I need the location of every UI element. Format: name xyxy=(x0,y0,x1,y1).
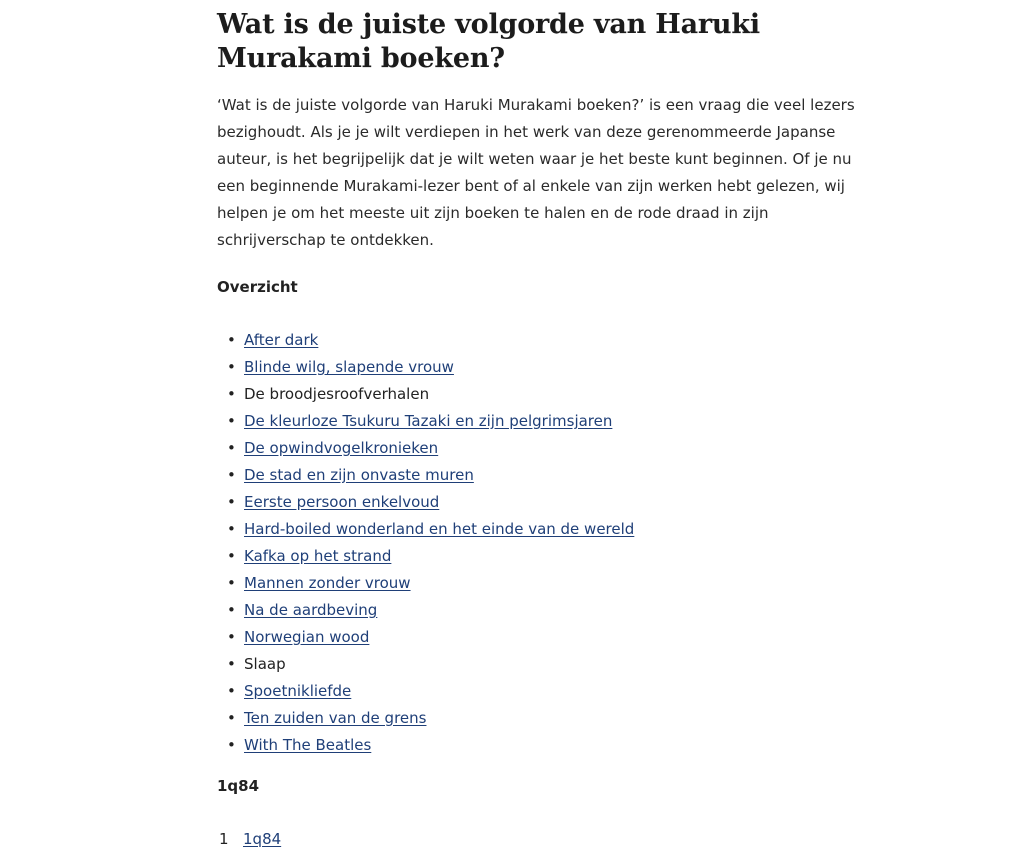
book-link-spoetnikliefde[interactable]: Spoetnikliefde xyxy=(244,682,352,700)
list-item xyxy=(227,408,634,435)
page-title: Wat is de juiste volgorde van Haruki Murakami boeken? xyxy=(217,9,760,74)
list-item xyxy=(227,435,634,462)
list-item xyxy=(227,543,634,570)
list-item xyxy=(227,651,634,678)
book-section-heading: 1q84 xyxy=(217,777,260,795)
book-title-slaap: Slaap xyxy=(244,655,286,673)
book-link-opwindvogelkronieken[interactable]: De opwindvogelkronieken xyxy=(244,439,439,457)
list-item xyxy=(227,516,634,543)
list-item xyxy=(227,381,634,408)
book-link-blinde-wilg[interactable]: Blinde wilg, slapende vrouw xyxy=(244,358,454,376)
list-item xyxy=(227,462,634,489)
list-item xyxy=(227,597,634,624)
book-link-after-dark[interactable]: After dark xyxy=(244,331,319,349)
list-item xyxy=(227,705,634,732)
book-link-ten-zuiden-van-de-grens[interactable]: Ten zuiden van de grens xyxy=(244,709,427,727)
book-link-with-the-beatles[interactable]: With The Beatles xyxy=(244,736,372,754)
list-item-number: 1 xyxy=(219,830,229,848)
book-link-stad-onvaste-muren[interactable]: De stad en zijn onvaste muren xyxy=(244,466,474,484)
overview-book-list xyxy=(217,327,634,759)
intro-paragraph: ‘Wat is de juiste volgorde van Haruki Murakami boeken?’ is een vraag die veel lezers bezighoudt. Als je je wilt verdiepen in het werk van deze gerenommeerde Japanse auteur, is het begrijpelijk dat je wilt weten waar je het beste kunt beginnen. Of je nu een beginnende Murakami-lezer bent of al enkele van zijn werken hebt gelezen, wij helpen je om het meeste uit zijn boeken te halen en de rode draad in zijn schrijverschap te ontdekken. xyxy=(217,96,855,249)
list-item xyxy=(227,732,634,759)
list-item xyxy=(227,570,634,597)
book-title-broodjesroofverhalen: De broodjesroofverhalen xyxy=(244,385,430,403)
list-item xyxy=(227,624,634,651)
book-section-link-1q84[interactable]: 1q84 xyxy=(243,830,282,848)
book-link-na-de-aardbeving[interactable]: Na de aardbeving xyxy=(244,601,378,619)
list-item xyxy=(217,826,281,853)
article xyxy=(217,0,857,848)
book-link-eerste-persoon[interactable]: Eerste persoon enkelvoud xyxy=(244,493,440,511)
book-link-norwegian-wood[interactable]: Norwegian wood xyxy=(244,628,370,646)
book-link-kleurloze-tsukuru[interactable]: De kleurloze Tsukuru Tazaki en zijn pelgrimsjaren xyxy=(244,412,613,430)
book-link-mannen-zonder-vrouw[interactable]: Mannen zonder vrouw xyxy=(244,574,411,592)
list-item xyxy=(227,489,634,516)
list-item xyxy=(227,678,634,705)
book-link-kafka-op-het-strand[interactable]: Kafka op het strand xyxy=(244,547,392,565)
book-link-hard-boiled-wonderland[interactable]: Hard-boiled wonderland en het einde van de wereld xyxy=(244,520,635,538)
list-item xyxy=(227,354,634,381)
book-section-list xyxy=(217,826,281,853)
list-item xyxy=(227,327,634,354)
overview-heading: Overzicht xyxy=(217,278,298,296)
